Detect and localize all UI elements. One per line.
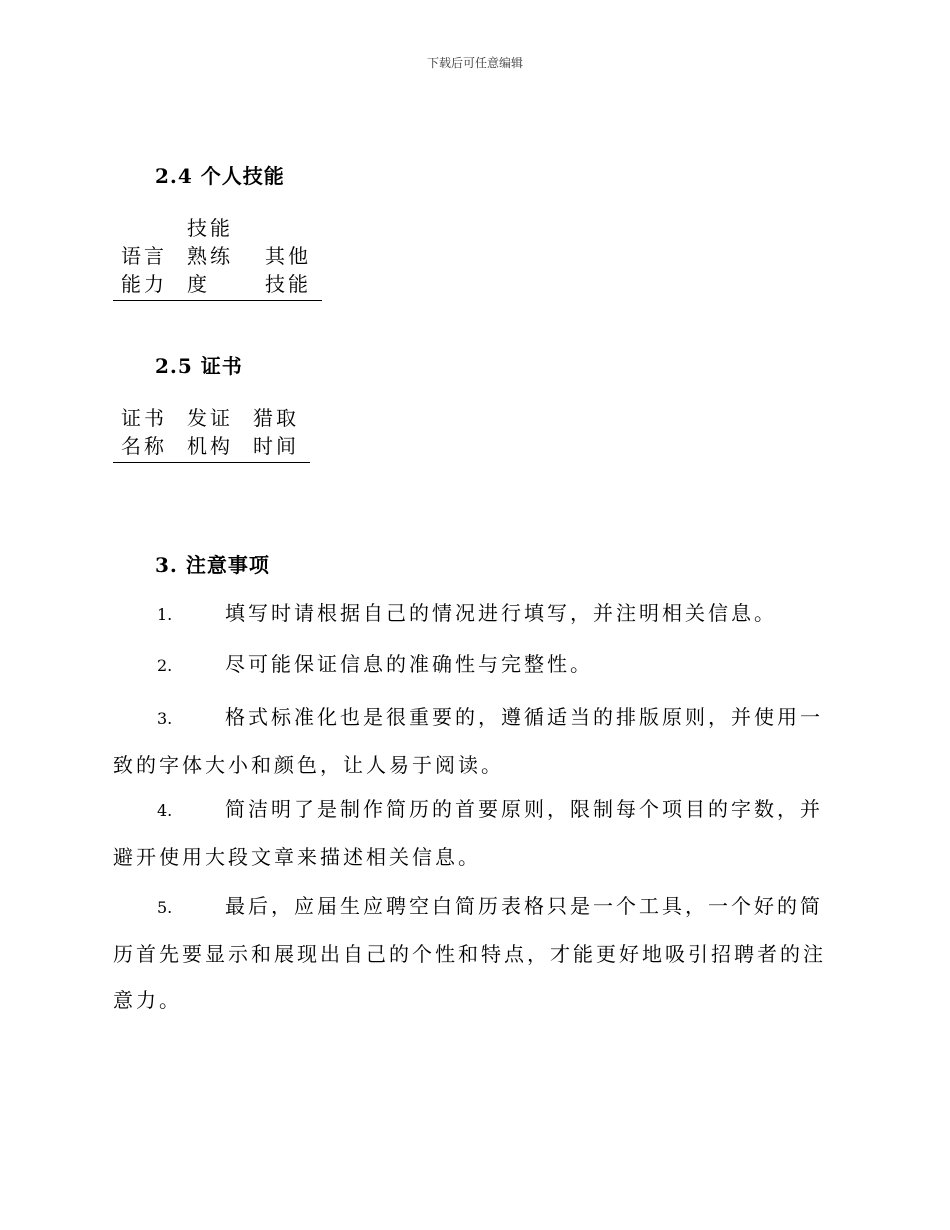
list-number: 1. (157, 605, 173, 624)
skills-col-proficiency (187, 214, 233, 298)
table-cell-line: 证书 (121, 406, 167, 430)
skills-col-language (121, 214, 167, 298)
notes-item-2 (113, 641, 833, 689)
notes-item-3 (113, 694, 833, 788)
list-item-text: 填写时请根据自己的情况进行填写，并注明相关信息。 (225, 601, 777, 625)
table-cell-line: 猎取 (253, 406, 299, 430)
notes-item-4 (113, 786, 833, 880)
table-cell-line: 名称 (121, 434, 167, 458)
table-cell-line: 技能 (187, 216, 233, 240)
table-cell-line: 机构 (187, 434, 233, 458)
section-title-certificates: 2.5 证书 (155, 354, 243, 378)
table-cell-line: 发证 (187, 406, 233, 430)
certs-col-date (253, 404, 299, 460)
table-cell-line: 时间 (253, 434, 299, 458)
list-item-text: 格式标准化也是很重要的，遵循适当的排版原则，并使用一致的字体大小和颜色，让人易于阅读。 (113, 705, 823, 777)
list-number: 2. (157, 656, 173, 675)
table-cell-line: 其他 (265, 244, 311, 268)
table-cell-line: 熟练 (187, 244, 233, 268)
certs-col-issuer (187, 404, 233, 460)
list-number: 5. (157, 898, 173, 917)
certificates-table (113, 404, 310, 463)
table-cell-line (265, 214, 311, 242)
section-title-notes: 3. 注意事项 (155, 553, 270, 577)
list-item-text: 最后，应届生应聘空白简历表格只是一个工具，一个好的简历首先要显示和展现出自己的个性和特点，才能更好地吸引招聘者的注意力。 (113, 894, 826, 1012)
table-cell-line (121, 214, 167, 242)
page-header: 下载后可任意编辑 (426, 56, 523, 70)
notes-item-1 (113, 590, 833, 638)
list-item-text: 尽可能保证信息的准确性与完整性。 (225, 652, 593, 676)
list-number: 3. (157, 709, 173, 728)
list-item-text: 简洁明了是制作简历的首要原则，限制每个项目的字数，并避开使用大段文章来描述相关信息。 (113, 797, 823, 869)
skills-col-other (265, 214, 311, 298)
section-title-skills: 2.4 个人技能 (155, 164, 285, 188)
certs-col-name (121, 404, 167, 460)
table-cell-line: 语言 (121, 244, 167, 268)
skills-table (113, 214, 322, 301)
list-number: 4. (157, 801, 173, 820)
notes-item-5 (113, 883, 833, 1023)
table-cell-line: 能力 (121, 272, 167, 296)
table-cell-line: 技能 (265, 272, 311, 296)
table-cell-line: 度 (187, 272, 210, 296)
